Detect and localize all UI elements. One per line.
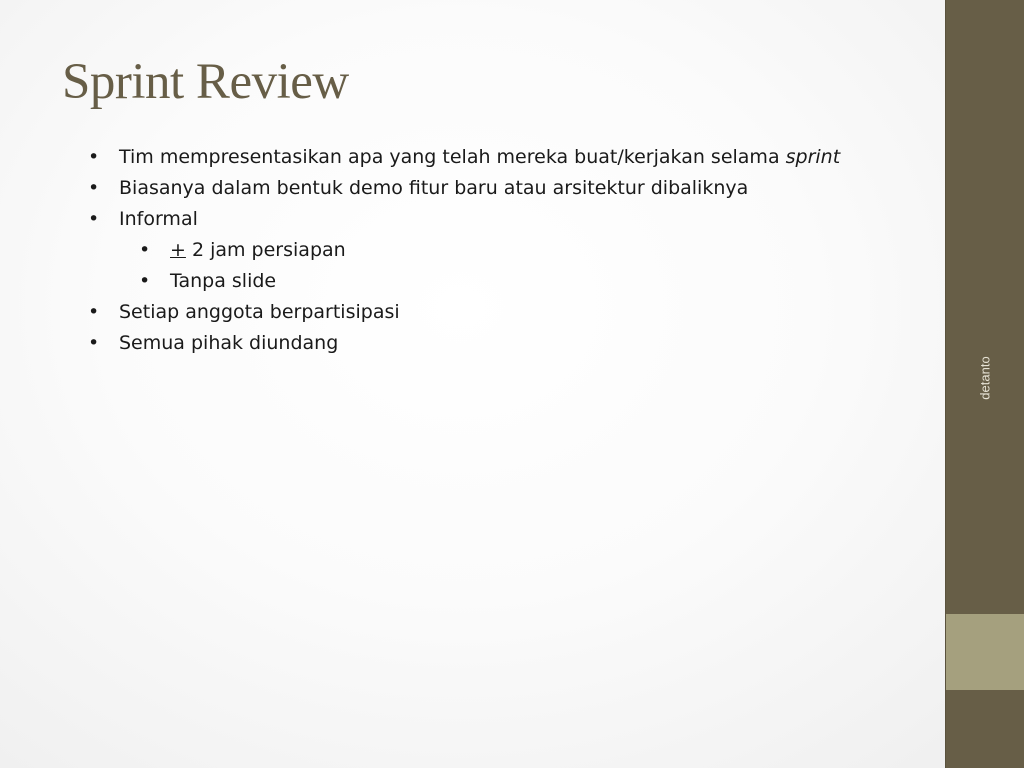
side-bar <box>945 0 1024 768</box>
sub-bullet-item-preparation <box>139 235 848 266</box>
bullet-item-presentation <box>88 142 848 173</box>
bullet-text: Biasanya dalam bentuk demo fitur baru atau arsitektur dibaliknya <box>119 177 749 199</box>
bullet-text: Informal <box>119 208 198 230</box>
bullet-text: Semua pihak diundang <box>119 332 339 354</box>
sub-bullet-text: 2 jam persiapan <box>185 239 346 261</box>
slide-content <box>88 142 848 359</box>
bullet-item-participation <box>88 297 848 328</box>
slide-title: Sprint Review <box>62 54 349 110</box>
bullet-list <box>88 142 848 359</box>
sub-bullet-text: Tanpa slide <box>170 270 277 292</box>
footer-author: detanto <box>977 356 993 400</box>
sub-bullet-item-no-slides <box>139 266 848 297</box>
sub-bullet-list <box>139 235 848 297</box>
bullet-italic-text: sprint <box>785 146 841 168</box>
bullet-item-invited <box>88 328 848 359</box>
bullet-text: Setiap anggota berpartisipasi <box>119 301 400 323</box>
bullet-text: Tim mempresentasikan apa yang telah mereka buat/kerjakan selama <box>119 146 786 168</box>
bullet-item-demo <box>88 173 848 204</box>
plus-minus-symbol: + <box>170 239 186 261</box>
sidebar-accent-block <box>946 614 1024 690</box>
bullet-item-informal <box>88 204 848 297</box>
